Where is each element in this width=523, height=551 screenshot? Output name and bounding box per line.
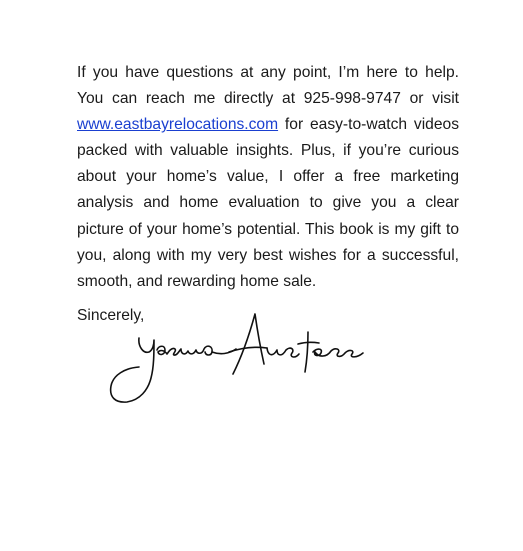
paragraph-text-after-link: for easy-to-watch videos packed with valuable insights. Plus, if you’re curious about your home’s value, I offer a free marketing analysis and home evaluation to give you a clear picture of your home’s potential. This book is my gift to you, along with my very best wishes for a successful, smooth, and rewarding home sale. — [77, 116, 459, 290]
closing-salutation: Sincerely, — [77, 307, 145, 324]
website-link[interactable]: www.eastbayrelocations.com — [77, 116, 279, 134]
handwritten-signature — [105, 312, 375, 408]
letter-paragraph — [77, 60, 459, 295]
paragraph-text-before-link: If you have questions at any point, I’m here to help. You can reach me directly at 925-998-9747 or visit — [77, 64, 459, 108]
